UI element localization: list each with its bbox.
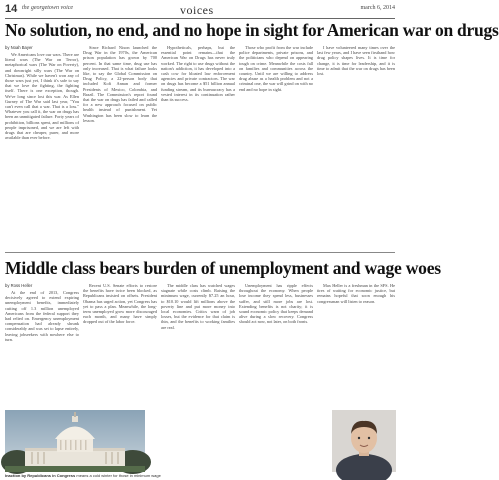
capitol-photo	[5, 410, 145, 472]
article-separator	[5, 252, 395, 253]
article1-column-2: Since Richard Nixon launched the Drug War in the 1970s, the American prison population has grown by 700 percent. In that same time, drug use has only increased. That is what failure looks like, to say the Global Commission on Drug Policy, a 22-person body that included Kofi Annan and former Presidents of Mexico, Colombia, and Brazil. The Commission's report found that the war on drugs has failed and called for a new approach focused on public health instead of punishment. Yet Washington has been slow to learn the lesson.	[83, 45, 157, 123]
article1-column-1: We Americans love our wars. There are literal wars (The War on Terror), metaphorical wars (The War on Poverty), and downright silly wars (The War on Christmas). While we haven't won any of those wars just yet, I think it's safe to say that we love the fighting, the fighting itself. There is one exception, though. We've long since lost this war. As Ellen Gurney of The War said last year, "You can't even call that a war. That is a loss." Whatever you call it, the war on drugs has been an unmitigated failure. Forty years of prohibition, billions spent, and millions of people imprisoned, and we are left with drugs that are cheaper, purer, and more available than ever before.	[5, 52, 79, 141]
capitol-illustration	[5, 410, 145, 472]
author-mugshot	[332, 410, 396, 472]
issue-date: march 6, 2014	[360, 5, 395, 11]
article2-column-2: Recent U.S. Senate efforts to restore the benefits have twice been blocked, as Republicans insisted on offsets. President Obama has urged action, yet Congress has yet to pass a plan. Meanwhile, the long-term unemployed grow more discouraged each month, and many have simply dropped out of the labor force.	[83, 283, 157, 325]
article1-headline: No solution, no end, and no hope in sight for American war on drugs	[5, 20, 499, 40]
header-rule	[5, 18, 395, 19]
article2-column-4: Unemployment has ripple effects throughout the economy. When people lose income they spend less, businesses suffer, and still more jobs are lost. Extending benefits is not charity; it is sound economic policy that keeps demand alive during a slow recovery. Congress should act now, not later, on both fronts.	[239, 283, 313, 325]
article2-headline: Middle class bears burden of unemployment and wage woes	[5, 258, 441, 278]
article2-column-3: The middle class has watched wages stagnate while costs climb. Raising the minimum wage, currently $7.25 an hour, to $10.10 would lift millions above the poverty line and put more money into local economies. Critics warn of job losses, but the evidence for that claim is thin, and the benefits to working families are real.	[161, 283, 235, 330]
article1-column-4: Those who profit from the war include police departments, private prisons, and the politicians who depend on appearing tough on crime. Meanwhile the costs fall on families and communities across the country. Until we are willing to address drug abuse as a health problem and not a criminal one, the war will grind on with no end and no hope in sight.	[239, 45, 313, 92]
article1-column-3: Hypotheticals, perhaps, but the essential point remains—that the American War on Drugs has never truly worked. The right to use drugs without the nation's addiction, it has developed into a cash cow for bloated law enforcement agencies and private contractors. The war on drugs has become a $51 billion annual funding stream, and its bureaucracy has a vested interest in its continuation rather than its success.	[161, 45, 235, 103]
article1-byline: by Noah Bayer	[5, 45, 33, 50]
article2-column-1: At the end of 2013, Congress decisively agreed to extend expiring unemployment benefits, immediately cutting off 1.3 million unemployed Americans from the federal support they had relied on. Emergency unemployment compensation had already shrunk considerably and was set to lapse entirely, leaving jobseekers with nowhere else to turn.	[5, 290, 79, 342]
article2-column-5: Max Heller is a freshman in the SFS. He tires of waiting for economic justice, but remains hopeful that soon enough his congressman will listen to reason.	[317, 283, 395, 304]
section-title: voices	[180, 3, 214, 17]
photo-caption-rest: means a cold winter for those in minimum wage	[76, 473, 161, 478]
photo-caption-lead: Inaction by Republicans in Congress	[5, 473, 76, 478]
author-portrait-illustration	[332, 410, 396, 472]
article2-byline: by Ross Heller	[5, 283, 33, 288]
paper-name: the georgetown voice	[22, 5, 74, 11]
page-number: 14	[5, 3, 18, 15]
article1-column-5: I have volunteered many times over the last few years, and I have seen firsthand how drug policy shapes lives. It is time for change, it is time for leadership, and it is time to admit that the war on drugs has been lost.	[317, 45, 395, 77]
photo-caption	[5, 473, 165, 478]
page-header	[5, 3, 395, 17]
